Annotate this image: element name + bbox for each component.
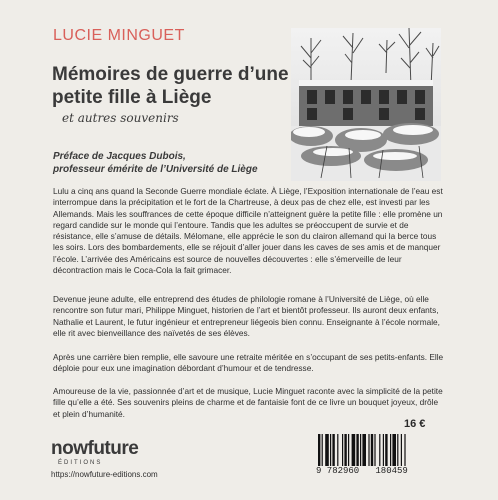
publisher-url: https://nowfuture-editions.com bbox=[51, 470, 158, 479]
blurb-paragraph-4: Amoureuse de la vie, passionnée d’art et de musique, Lucie Minguet raconte avec la simplicité de la petite fille qu’elle a été. Ses souvenirs pleins de charme et de fantaisie font de ce livre un bouquet joyeux, drôle et plein d’humanité. bbox=[53, 386, 443, 419]
price-label: 16 € bbox=[404, 418, 426, 430]
preface-line-1: Préface de Jacques Dubois, bbox=[53, 151, 186, 162]
isbn-barcode bbox=[316, 434, 444, 466]
blurb-paragraph-3: Après une carrière bien remplie, elle savoure une retraite méritée en s’occupant de ses petits-enfants. Elle déploie pour eux une imagination débordant d’humour et de tendresse. bbox=[53, 352, 444, 374]
book-title: Mémoires de guerre d’une petite fille à Liège bbox=[52, 64, 289, 108]
snowy-ruin-photo bbox=[291, 28, 441, 181]
cover-photo bbox=[291, 28, 441, 181]
publisher-logo: nowfuture bbox=[51, 438, 139, 459]
blurb-paragraph-2: Devenue jeune adulte, elle entreprend des études de philologie romane à l’Université de Liège, où elle rencontre son futur mari, Philippe Minguet, historien de l’art et bientôt professeur. Ils auront deux enfants, Nathalie et Laurent, le futur ingénieur et entrepreneur liégeois bien connu. Enseignante à l’école normale, elle rit avec bienveillance des naïvetés de ses élèves. bbox=[53, 294, 440, 338]
blurb-paragraph-1: Lulu a cinq ans quand la Seconde Guerre mondiale éclate. À Liège, l’Exposition internationale de l’eau est interrompue dans la précipitation et le fort de la Chartreuse, à deux pas de chez elle, est investi par les Allemands. Mais les souffrances de cette époque difficile n’atteignent guère la petite fille : elle promène un regard candide sur le monde qui l’entoure. Tandis que les adultes se préoccupent de survie et de résistance, elle s’amuse de détails. Mélomane, elle apprécie le son du clairon allemand qui la berce tous les soirs. Lors des bombardements, elle se réjouit d’aller jouer dans les caves de ses amis et de manquer l’école. L’arrivée des Américains est source de nouvelles découvertes : elle s’émerveille de leur décontraction mais le Coca-Cola la fait grimacer. bbox=[53, 186, 443, 276]
barcode-icon bbox=[316, 434, 444, 466]
publisher-logo-subtitle: ÉDITIONS bbox=[58, 460, 103, 466]
preface-line-2: professeur émérite de l’Université de Liège bbox=[53, 164, 258, 175]
isbn-digits: 9 782960 180459 bbox=[316, 466, 408, 476]
preface-credit bbox=[53, 150, 283, 176]
author-name: LUCIE MINGUET bbox=[53, 27, 185, 44]
book-subtitle: et autres souvenirs bbox=[62, 111, 179, 125]
